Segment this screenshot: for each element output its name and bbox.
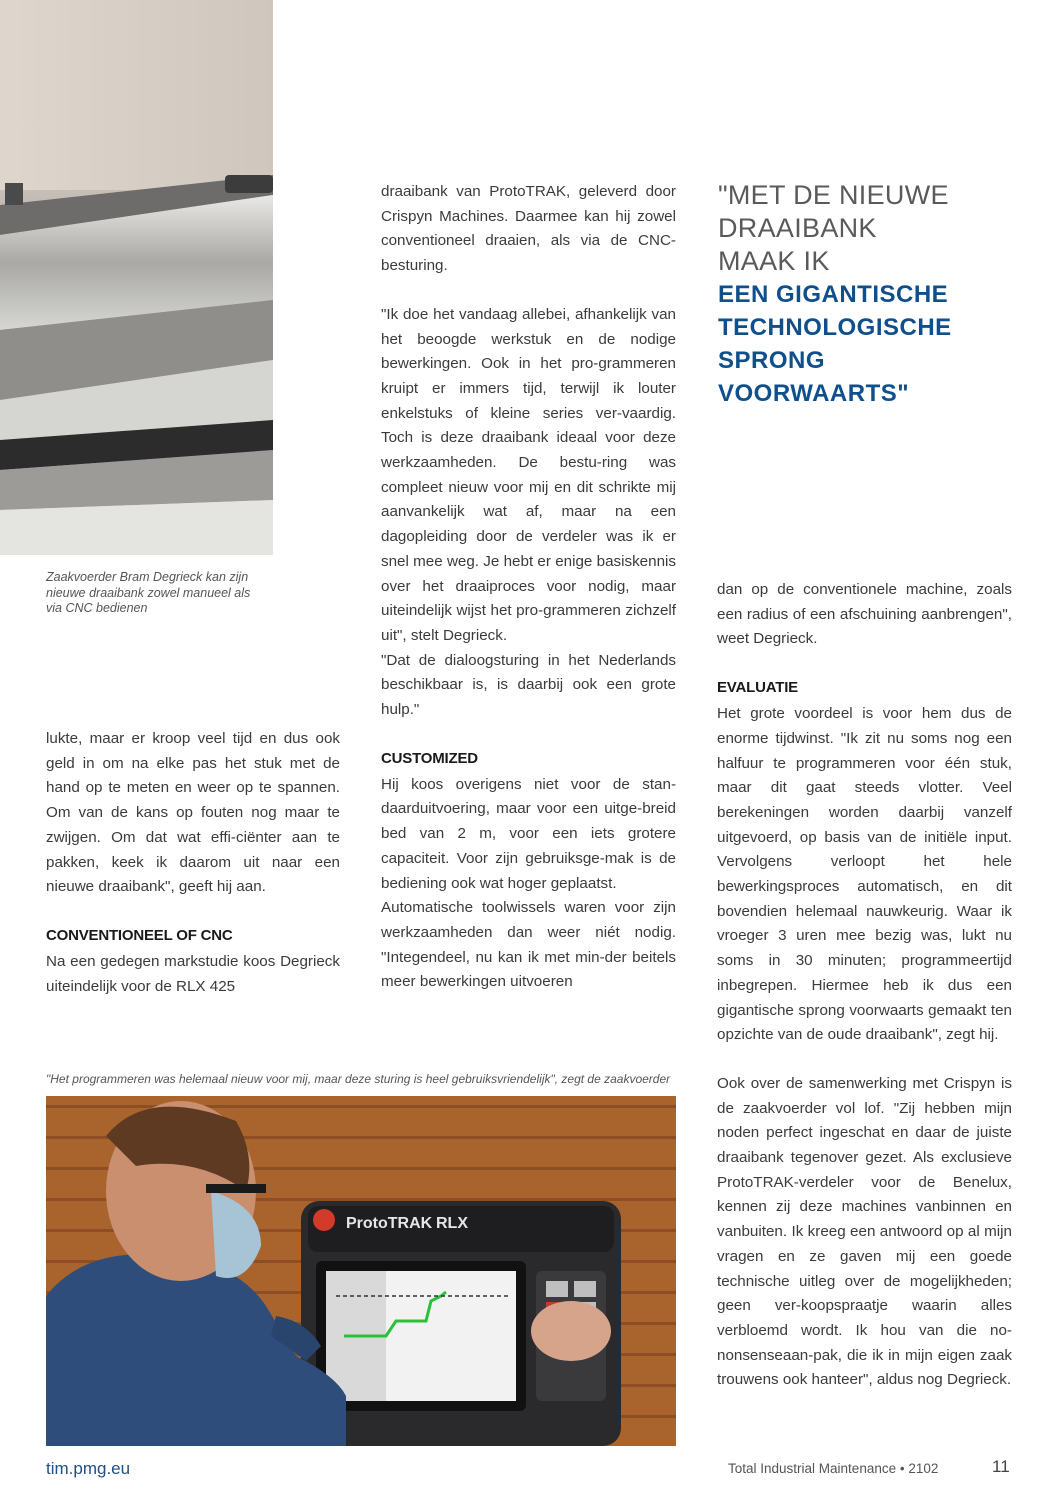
article-column-1	[46, 727, 340, 999]
photo-bottom-caption: "Het programmeren was helemaal nieuw voor mij, maar deze sturing is heel gebruiksvriendelijk", zegt de zaakvoerder	[46, 1072, 671, 1086]
machine-brand-label: ProtoTRAK	[346, 1215, 433, 1232]
article-column-3	[717, 578, 1012, 1393]
pull-quote-emphasis: SPRONG	[718, 347, 826, 374]
paragraph: dan op de conventionele machine, zoals een radius of een afschuining aanbrengen", weet Degrieck.	[717, 581, 1012, 648]
pull-quote-emphasis: EEN GIGANTISCHE	[718, 281, 949, 308]
section-heading: EVALUATIE	[717, 679, 798, 697]
photo-operator-prototrak	[46, 1096, 676, 1446]
photo-top-caption	[46, 570, 272, 617]
photo-operator-graphic	[46, 1096, 676, 1446]
pull-quote-line: "MET DE NIEUWE	[718, 180, 949, 210]
paragraph: Automatische toolwissels waren voor zijn werkzaamheden dan weer niét nodig. "Integendeel, nu kan ik met min-der beitels meer bewerkingen uitvoeren	[381, 899, 676, 991]
section-heading: CONVENTIONEEL OF CNC	[46, 926, 233, 944]
paragraph: "Dat de dialoogsturing in het Nederlands beschikbaar is, is daarbij ook een grote hulp."	[381, 651, 676, 719]
paragraph: Hij koos overigens niet voor de stan-daarduitvoering, maar voor een uitge-breid bed van 2 m, voor een iets grotere capaciteit. Voor zijn gebruiksge-mak is de bediening ook wat hoger geplaatst.	[381, 775, 676, 892]
paragraph: Na een gedegen markstudie koos Degrieck uiteindelijk voor de RLX 425	[46, 952, 340, 995]
paragraph: lukte, maar er kroop veel tijd en dus ook geld in om na elke pas het stuk met de hand op te meten en weer op te spannen. Om van de kans op fouten nog maar te zwijgen. Om dat wat effi-ciënter aan te pakken, keek ik daarom uit naar een nieuwe draaibank", geeft hij aan.	[46, 730, 340, 896]
paragraph: "Ik doe het vandaag allebei, afhankelijk van het beoogde werkstuk en de nodige bewerkingen. Ook in het pro-grammeren kruipt er immers tijd, terwijl ik louter enkelstuks of kleine series ver-vaardig. Toch is deze draaibank ideaal voor deze werkzaamheden. De bestu-ring was compleet nieuw voor mij en dit schrikte mij aanvankelijk wat af, maar na een dagopleiding door de verdeler was ik er snel mee weg. Je hebt er enige basiskennis over het draaiproces voor nodig, maar uiteindelijk wijst het pro-grammeren zichzelf uit", stelt Degrieck.	[381, 305, 676, 644]
emergency-stop-icon	[313, 1209, 335, 1231]
caption-line: via CNC bedienen	[46, 601, 148, 615]
photo-lathe-interior	[0, 0, 273, 555]
photo-lathe-interior-graphic	[0, 0, 273, 555]
article-column-2	[381, 180, 676, 995]
pull-quote-line: DRAAIBANK	[718, 213, 877, 243]
paragraph: Het grote voordeel is voor hem dus de enorme tijdwinst. "Ik zit nu soms nog een halfuur te programmeren voor één stuk, maar dit gaat steeds vlotter. Veel berekeningen worden daarbij vanzelf uitgevoerd, op basis van de initiële input. Vervolgens verloopt het hele bewerkingsproces automatisch, en dit bovendien helemaal nauwkeurig. Waar ik vroeger 3 uren mee bezig was, lukt nu soms in 30 minuten; programmeertijd inbegrepen. Hiermee heb ik dus een gigantische sprong voorwaarts gemaakt ten opzichte van de oude draaibank", zegt hij.	[717, 705, 1012, 1044]
paragraph: draaibank van ProtoTRAK, geleverd door Crispyn Machines. Daarmee kan hij zowel conventioneel draaien, als via de CNC-besturing.	[381, 183, 676, 275]
caption-line: nieuwe draaibank zowel manueel als	[46, 585, 251, 600]
pull-quote-emphasis: TECHNOLOGISCHE	[718, 314, 952, 341]
section-heading: CUSTOMIZED	[381, 749, 478, 767]
caption-line: Zaakvoerder Bram Degrieck kan zijn	[46, 570, 249, 584]
hand-shape	[531, 1301, 611, 1361]
paragraph: Ook over de samenwerking met Crispyn is de zaakvoerder vol lof. "Zij hebben mijn noden perfect ingeschat en daar de juiste draaibank tegenover gezet. Als exclusieve ProtoTRAK-verdeler voor de Benelux, kennen zij deze machines vanbinnen en vanbuiten. Ik kreeg een antwoord op al mijn vragen en ze gaven mij een goede technische uitleg over de mogelijkheden; geen ver-koopspraatje waarin alles verbloemd wordt. Ik hou van die no-nonsenseaan-pak, die ik in mijn eigen zaak trouwens ook hanteer", aldus nog Degrieck.	[717, 1074, 1012, 1389]
machine-model-label: RLX	[436, 1215, 468, 1232]
pull-quote-emphasis: VOORWAARTS"	[718, 380, 910, 407]
pull-quote-line: MAAK IK	[718, 246, 830, 276]
footer-url[interactable]: tim.pmg.eu	[46, 1459, 131, 1478]
footer-publication: Total Industrial Maintenance • 2102	[728, 1461, 939, 1476]
page-number: 11	[992, 1457, 1010, 1476]
pull-quote	[718, 179, 1018, 410]
